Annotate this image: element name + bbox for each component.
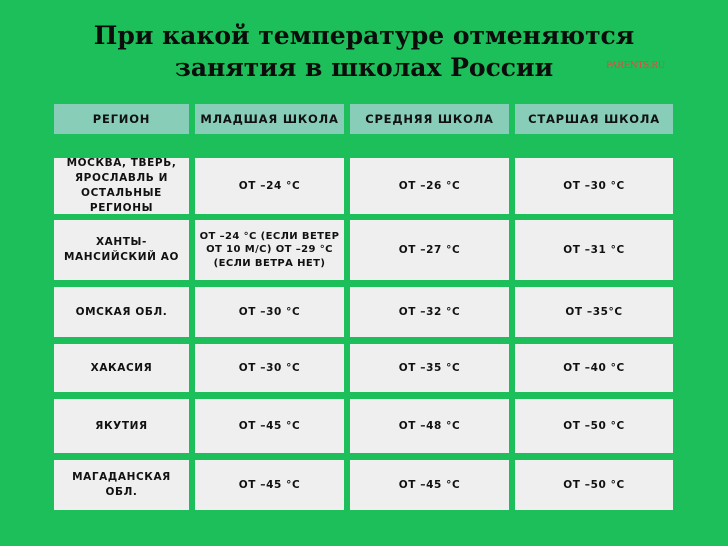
table-cell-middle: ОТ –26 °С [350,158,509,214]
table-cell-senior: ОТ –35°С [515,287,673,337]
table-cell-junior: ОТ –45 °С [195,460,344,510]
table-cell-region: ХАКАСИЯ [54,344,189,392]
table-cell-junior: ОТ –45 °С [195,399,344,453]
table-cell-junior: ОТ –30 °С [195,287,344,337]
table-cell-region: ЯКУТИЯ [54,399,189,453]
table-cell-senior: ОТ –50 °С [515,460,673,510]
table-cell-senior: ОТ –30 °С [515,158,673,214]
table-cell-middle: ОТ –45 °С [350,460,509,510]
table-cell-junior: ОТ –30 °С [195,344,344,392]
table-cell-senior: ОТ –50 °С [515,399,673,453]
table-cell-middle: ОТ –35 °С [350,344,509,392]
table-cell-senior: ОТ –40 °С [515,344,673,392]
table-cell-junior: ОТ –24 °С (ЕСЛИ ВЕТЕР ОТ 10 М/С) ОТ –29 °С (ЕСЛИ ВЕТРА НЕТ) [195,220,344,280]
header-junior-school: МЛАДШАЯ ШКОЛА [195,104,344,134]
header-region: РЕГИОН [54,104,189,134]
header-middle-school: СРЕДНЯЯ ШКОЛА [350,104,509,134]
table-cell-region: ОМСКАЯ ОБЛ. [54,287,189,337]
table-cell-junior: ОТ –24 °С [195,158,344,214]
watermark-logo: PARENTS.RU [606,61,666,71]
table-cell-middle: ОТ –27 °С [350,220,509,280]
table-cell-senior: ОТ –31 °С [515,220,673,280]
table-cell-region: МАГАДАНСКАЯ ОБЛ. [54,460,189,510]
page-title: При какой температуре отменяются занятия в школах России [93,21,635,82]
table-cell-region: ХАНТЫ-МАНСИЙСКИЙ АО [54,220,189,280]
header-senior-school: СТАРШАЯ ШКОЛА [515,104,673,134]
table-cell-middle: ОТ –48 °С [350,399,509,453]
table-cell-middle: ОТ –32 °С [350,287,509,337]
table-cell-region: МОСКВА, ТВЕРЬ, ЯРОСЛАВЛЬ И ОСТАЛЬНЫЕ РЕГИОНЫ [54,158,189,214]
